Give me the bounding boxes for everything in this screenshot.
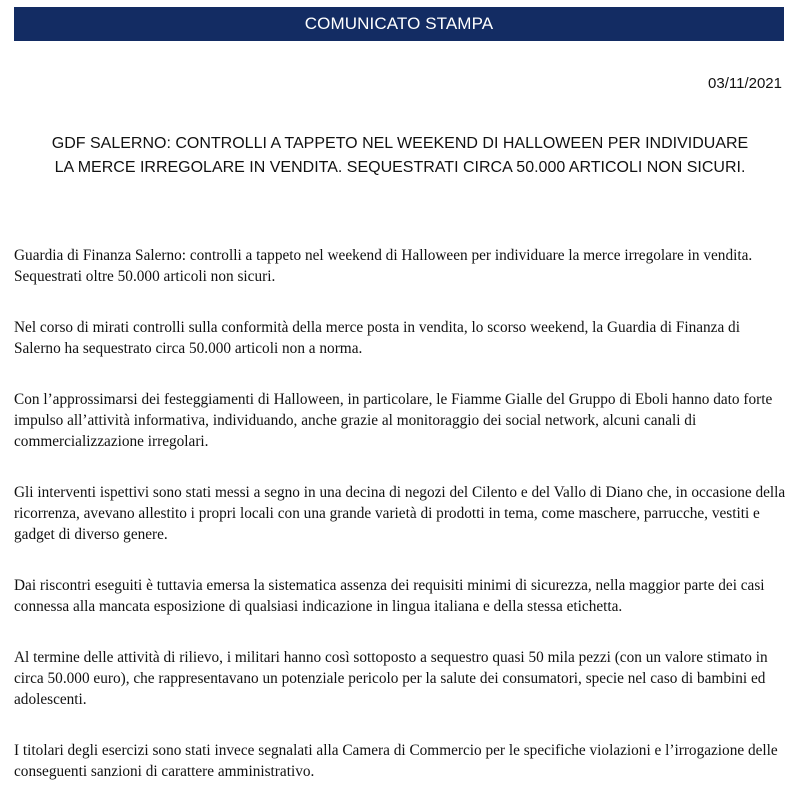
headline: GDF SALERNO: CONTROLLI A TAPPETO NEL WEEKEND DI HALLOWEEN PER INDIVIDUARE LA MERCE IRREGOLARE IN VENDITA. SEQUESTRATI CIRCA 50.000 ARTICOLI NON SICURI.	[51, 135, 749, 176]
press-release-header: COMUNICATO STAMPA	[14, 7, 784, 41]
paragraph: Nel corso di mirati controlli sulla conformità della merce posta in vendita, lo scorso weekend, la Guardia di Finanza di Salerno ha sequestrato circa 50.000 articoli non a norma.	[14, 319, 740, 357]
paragraph: Al termine delle attività di rilievo, i militari hanno così sottoposto a sequestro quasi 50 mila pezzi (con un valore stimato in circa 50.000 euro), che rappresentavano un potenziale pericolo per la salute dei consumatori, specie nel caso di bambini ed adolescenti.	[14, 649, 768, 708]
paragraph: Dai riscontri eseguiti è tuttavia emersa la sistematica assenza dei requisiti minimi di sicurezza, nella maggior parte dei casi connessa alla mancata esposizione di qualsiasi indicazione in lingua italiana e della stessa etichetta.	[14, 577, 765, 615]
paragraph: Con l’approssimarsi dei festeggiamenti di Halloween, in particolare, le Fiamme Gialle del Gruppo di Eboli hanno dato forte impulso all’attività informativa, individuando, anche grazie al monitoraggio dei social network, alcuni canali di commercializzazione irregolari.	[14, 391, 773, 450]
article-body	[14, 245, 790, 812]
paragraph: Guardia di Finanza Salerno: controlli a tappeto nel weekend di Halloween per individuare la merce irregolare in vendita. Sequestrati oltre 50.000 articoli non sicuri.	[14, 247, 753, 285]
paragraph: I titolari degli esercizi sono stati invece segnalati alla Camera di Commercio per le specifiche violazioni e l’irrogazione delle conseguenti sanzioni di carattere amministrativo.	[14, 742, 778, 780]
release-date: 03/11/2021	[708, 75, 782, 92]
paragraph: Gli interventi ispettivi sono stati messi a segno in una decina di negozi del Cilento e del Vallo di Diano che, in occasione della ricorrenza, avevano allestito i propri locali con una grande varietà di prodotti in tema, come maschere, parrucche, vestiti e gadget di diverso genere.	[14, 484, 786, 543]
